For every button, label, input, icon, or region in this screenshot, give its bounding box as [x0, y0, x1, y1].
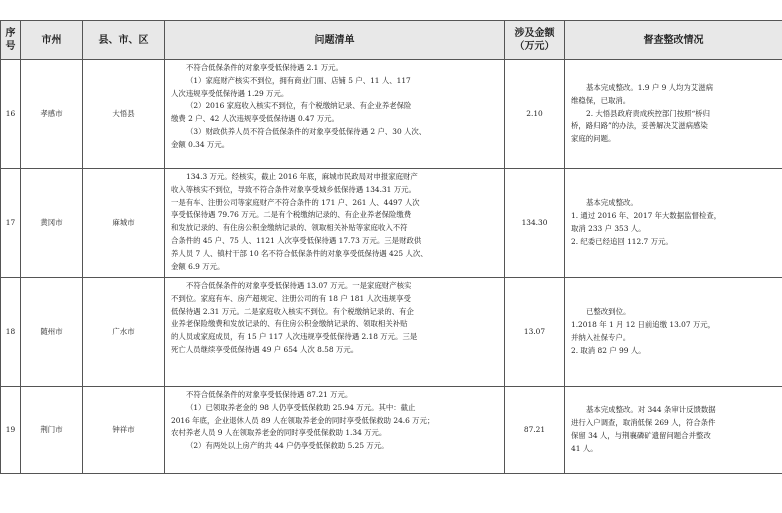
- table-row: [1, 60, 782, 169]
- cell-rectify: [565, 169, 782, 278]
- table-row: [1, 278, 782, 387]
- header-amount: 涉及金额（万元）: [505, 21, 565, 60]
- header-city: 市州: [21, 21, 83, 60]
- issue-line: 享受低保待遇 79.76 万元。二是有个税缴纳记录的、有企业养老保险缴费: [171, 210, 412, 220]
- table-row: [1, 387, 782, 474]
- rectify-line: 已整改到位。: [586, 307, 631, 317]
- rectify-line: 1. 通过 2016 年、2017 年大数据监督检查，: [571, 211, 722, 221]
- issue-line: 合条件的 45 户、75 人、1121 人次享受低保待遇 17.73 万元。三是财政供: [171, 235, 422, 245]
- rectify-line: 2. 大悟县政府责成疾控部门按照“桥归: [586, 108, 711, 118]
- cell-city: 孝感市: [21, 60, 83, 169]
- issue-line: 和发放记录的、有住房公积金缴纳记录的、领取相关补贴等家庭收入不符: [171, 223, 408, 233]
- issue-line: （2）2016 家庭收入核实不到位，有个税缴纳记录、有企业养老保险: [186, 101, 412, 111]
- rectify-line: 保留 34 人，与荆襄磷矿遗留问题合并整改: [571, 431, 711, 440]
- cell-amount: 2.10: [505, 60, 565, 169]
- cell-rectify: [565, 60, 782, 169]
- rectify-line: 2. 取消 82 户 99 人。: [571, 345, 646, 355]
- cell-seq: 19: [1, 387, 21, 474]
- rectify-line: 取消 233 户 353 人。: [571, 224, 646, 233]
- cell-county: 钟祥市: [83, 387, 165, 474]
- rectify-line: 2. 纪委已经追回 112.7 万元。: [571, 236, 673, 246]
- supervision-table: [0, 20, 782, 474]
- issue-line: 的人员或家庭成员，有 15 户 117 人次违规享受低保待遇 2.18 万元。三是: [171, 332, 418, 342]
- issue-line: （3）财政供养人员不符合低保条件的对象享受低保待遇 2 户、30 人次、: [186, 126, 427, 136]
- issue-line: 人次违规享受低保待遇 1.29 万元。: [171, 88, 289, 98]
- rectify-line: 进行入户调查，取消低保 269 人，符合条件: [571, 418, 716, 428]
- header-seq: 序号: [1, 21, 21, 60]
- issue-line: 收入等核实不到位，导致不符合条件对象享受城乡低保待遇 134.31 万元。: [171, 184, 416, 194]
- cell-amount: 87.21: [505, 387, 565, 474]
- issue-line: 一是有车、注册公司等家庭财产不符合条件的 171 户、261 人、4497 人次: [171, 197, 420, 207]
- table-row: [1, 169, 782, 278]
- issue-line: 业养老保险缴费和发放记录的、有住房公积金缴纳记录的、领取相关补贴: [171, 319, 408, 329]
- header-county: 县、市、区: [83, 21, 165, 60]
- cell-issues: [165, 387, 505, 474]
- rectify-line: 1.2018 年 1 月 12 日前追缴 13.07 万元，: [571, 320, 716, 330]
- rectify-line: 维稳保，已取消。: [571, 95, 631, 105]
- cell-issues: [165, 169, 505, 278]
- cell-seq: 17: [1, 169, 21, 278]
- rectify-line: 基本完成整改。1.9 户 9 人均为艾滋病: [586, 83, 713, 92]
- cell-issues: [165, 278, 505, 387]
- rectify-line: 家庭的问题。: [571, 134, 616, 144]
- rectify-line: 桥，路归路”的办法，妥善解决艾滋病感染: [571, 121, 708, 131]
- cell-rectify: [565, 278, 782, 387]
- rectify-line: 基本完成整改。: [586, 198, 638, 208]
- cell-city: 黄冈市: [21, 169, 83, 278]
- issue-line: 死亡人员继续享受低保待遇 49 户 654 人次 8.58 万元。: [171, 344, 359, 354]
- cell-amount: 134.30: [505, 169, 565, 278]
- issue-line: （1）家庭财产核实不到位，拥有商业门面、店铺 5 户、11 人、117: [186, 75, 411, 85]
- issue-line: （1）已领取养老金的 98 人仍享受低保救助 25.94 万元。其中：截止: [186, 402, 416, 412]
- cell-amount: 13.07: [505, 278, 565, 387]
- issue-line: 2016 年底，企业退休人员 89 人在领取养老金的同时享受低保救助 24.6 万元；: [171, 415, 435, 425]
- issue-line: 金额 6.9 万元。: [171, 261, 225, 271]
- issue-line: 不符合低保条件的对象享受低保待遇 13.07 万元。一是家庭财产核实: [186, 281, 412, 290]
- rectify-line: 基本完成整改。对 344 条审计反馈数据: [586, 405, 716, 415]
- cell-city: 随州市: [21, 278, 83, 387]
- issue-line: （2）有两处以上房产的共 44 户仍享受低保救助 5.25 万元。: [186, 441, 389, 451]
- rectify-line: 并纳入社保专户。: [571, 333, 631, 342]
- cell-seq: 18: [1, 278, 21, 387]
- issue-line: 134.3 万元。经核实，截止 2016 年底，麻城市民政局对申报家庭财产: [186, 172, 418, 181]
- header-row: [1, 21, 782, 60]
- cell-county: 麻城市: [83, 169, 165, 278]
- issue-line: 养人员 7 人、镇村干部 10 名不符合低保条件的对象享受低保待遇 425 人次、: [171, 248, 428, 258]
- cell-issues: [165, 60, 505, 169]
- issue-line: 缴费 2 户、42 人次违规享受低保待遇 0.47 万元。: [171, 114, 339, 124]
- issue-line: 金额 0.34 万元。: [171, 139, 230, 149]
- issue-line: 不到位。家庭有车、房产超规定、注册公司的有 18 户 181 人次违规享受: [171, 293, 411, 303]
- issue-line: 低保待遇 2.31 万元。二是家庭收入核实不到位。有个税缴纳记录的、有企: [171, 306, 414, 316]
- cell-rectify: [565, 387, 782, 474]
- header-rectify: 督查整改情况: [565, 21, 782, 60]
- header-issues: 问题清单: [165, 21, 505, 60]
- issue-line: 不符合低保条件的对象享受低保待遇 87.21 万元。: [186, 390, 353, 399]
- issue-line: 农村养老人员 9 人在领取养老金的同时享受低保救助 1.34 万元。: [171, 428, 387, 438]
- cell-county: 大悟县: [83, 60, 165, 169]
- cell-seq: 16: [1, 60, 21, 169]
- rectify-line: 41 人。: [571, 443, 598, 453]
- cell-city: 荆门市: [21, 387, 83, 474]
- page-bottom-edge: [0, 508, 782, 513]
- cell-county: 广水市: [83, 278, 165, 387]
- issue-line: 不符合低保条件的对象享受低保待遇 2.1 万元。: [186, 63, 343, 72]
